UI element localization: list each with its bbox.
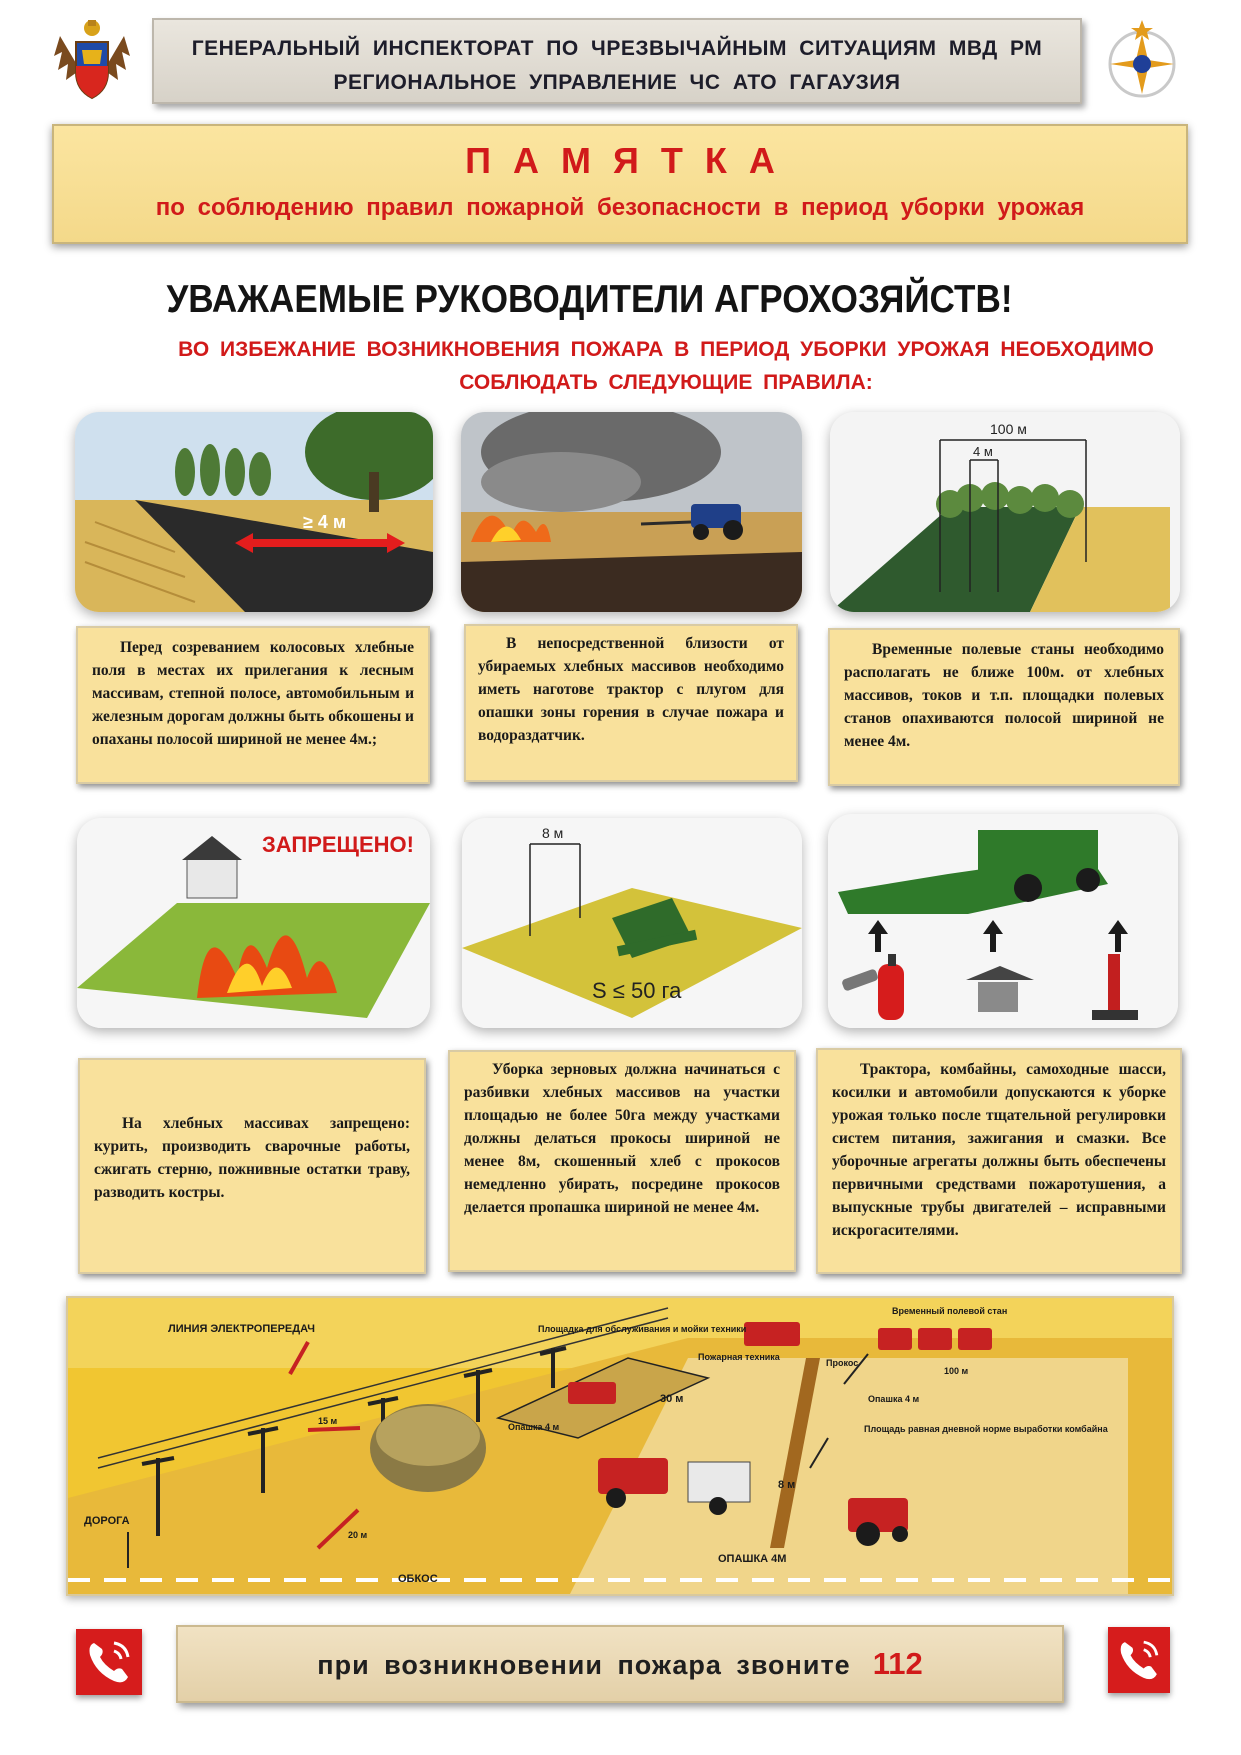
scheme-label-plowing-camp: Опашка 4 м xyxy=(868,1394,920,1404)
emergency-emblem-icon xyxy=(1098,16,1186,104)
scheme-label-8m: 8 м xyxy=(778,1479,796,1491)
phone-icon xyxy=(1108,1627,1170,1693)
scheme-label-30m: 30 м xyxy=(660,1393,684,1405)
memo-title: ПАМЯТКА xyxy=(465,140,797,181)
scheme-label-power-line: ЛИНИЯ ЭЛЕКТРОПЕРЕДАЧ xyxy=(168,1323,315,1335)
memo-subtitle: по соблюдению правил пожарной безопасности в период уборки урожая xyxy=(155,194,1085,221)
card-3-text: Временные полевые станы необходимо располагать не ближе 100м. от хлебных массивов, токов и т.п. площадки полевых станов опахиваются полосой шириной не менее 4м. xyxy=(828,628,1180,786)
card-4-text: На хлебных массивах запрещено: курить, производить сварочные работы, сжигать стерню, пожнивные остатки траву, разводить костры. xyxy=(78,1058,426,1274)
card-1-image xyxy=(75,412,433,612)
phone-icon xyxy=(76,1629,142,1695)
card-1-image-label: ≥ 4 м xyxy=(303,512,347,532)
card-5-image-label-1: 8 м xyxy=(542,825,564,841)
scheme-label-service-area: Площадка для обслуживания и мойки техники xyxy=(538,1324,747,1334)
card-3-image-label-1: 100 м xyxy=(990,421,1027,437)
call-text: при возникновении пожара звоните xyxy=(317,1650,851,1680)
scheme-label-field-camp: Временный полевой стан xyxy=(892,1306,1008,1316)
scheme-label-area-norm: Площадь равная дневной норме выработки комбайна xyxy=(864,1424,1108,1434)
call-banner xyxy=(176,1625,1064,1703)
card-5-image-label-2: S ≤ 50 га xyxy=(592,978,682,1003)
card-4-image-label: ЗАПРЕЩЕНО! xyxy=(262,832,414,857)
header-line-2: РЕГИОНАЛЬНОЕ УПРАВЛЕНИЕ ЧС АТО ГАГАУЗИЯ xyxy=(333,71,901,94)
emergency-number: 112 xyxy=(872,1646,923,1681)
coat-of-arms-icon xyxy=(52,16,132,104)
card-1-text: Перед созреванием колосовых хлебные поля в местах их прилегания к лесным массивам, степной полосе, автомобильным и железным дорогам должны быть обкошены и опаханы полосой шириной не менее 4м.; xyxy=(76,626,430,784)
scheme-label-20m: 20 м xyxy=(348,1530,368,1540)
scheme-label-fire-equipment: Пожарная техника xyxy=(698,1352,780,1362)
card-4-image xyxy=(77,818,430,1028)
scheme-label-road: ДОРОГА xyxy=(84,1515,130,1527)
card-5-image xyxy=(462,818,802,1028)
header-banner xyxy=(152,18,1082,104)
sub-heading: ВО ИЗБЕЖАНИЕ ВОЗНИКНОВЕНИЯ ПОЖАРА В ПЕРИОД УБОРКИ УРОЖАЯ НЕОБХОДИМО СОБЛЮДАТЬ СЛЕДУЮЩИЕ ПРАВИЛА: xyxy=(178,338,1154,394)
scheme-label-100m: 100 м xyxy=(944,1366,969,1376)
card-2-text: В непосредственной близости от убираемых хлебных массивов необходимо иметь наготове трактор с плугом для опашки зоны горения в случае пожара и водораздатчик. xyxy=(464,624,798,782)
card-5-text: Уборка зерновых должна начинаться с разбивки хлебных массивов на участки площадью не более 50га между участками должны делаться прокосы шириной не менее 8м, скошенный хлеб с прокосов немедленно убирать, посредине прокосов делается пропашка шириной не менее 4м. xyxy=(448,1050,796,1272)
card-2-image xyxy=(461,412,802,612)
scheme-label-plowing-bottom: ОПАШКА 4М xyxy=(718,1553,787,1565)
card-3-image xyxy=(830,412,1180,612)
main-heading: УВАЖАЕМЫЕ РУКОВОДИТЕЛИ АГРОХОЗЯЙСТВ! xyxy=(166,278,1013,321)
card-6-text: Трактора, комбайны, самоходные шасси, косилки и автомобили допускаются к уборке урожая только после тщательной регулировки систем питания, зажигания и смазки. Все уборочные агрегаты должны быть обеспечены первичными средствами пожаротушения, а выпускные трубы двигателей – исправными искрогасителями. xyxy=(816,1048,1182,1274)
card-3-image-label-2: 4 м xyxy=(973,444,993,459)
scheme-label-plowing-stack: Опашка 4 м xyxy=(508,1422,560,1432)
field-layout-scheme xyxy=(66,1296,1174,1596)
card-6-image xyxy=(828,814,1178,1028)
header-line-1: ГЕНЕРАЛЬНЫЙ ИНСПЕКТОРАТ ПО ЧРЕЗВЫЧАЙНЫМ СИТУАЦИЯМ МВД РМ xyxy=(191,37,1043,60)
scheme-label-15m: 15 м xyxy=(318,1416,338,1426)
scheme-label-mowing: ОБКОС xyxy=(398,1573,438,1585)
scheme-label-swath: Прокос xyxy=(826,1358,859,1368)
memo-banner xyxy=(52,124,1188,244)
